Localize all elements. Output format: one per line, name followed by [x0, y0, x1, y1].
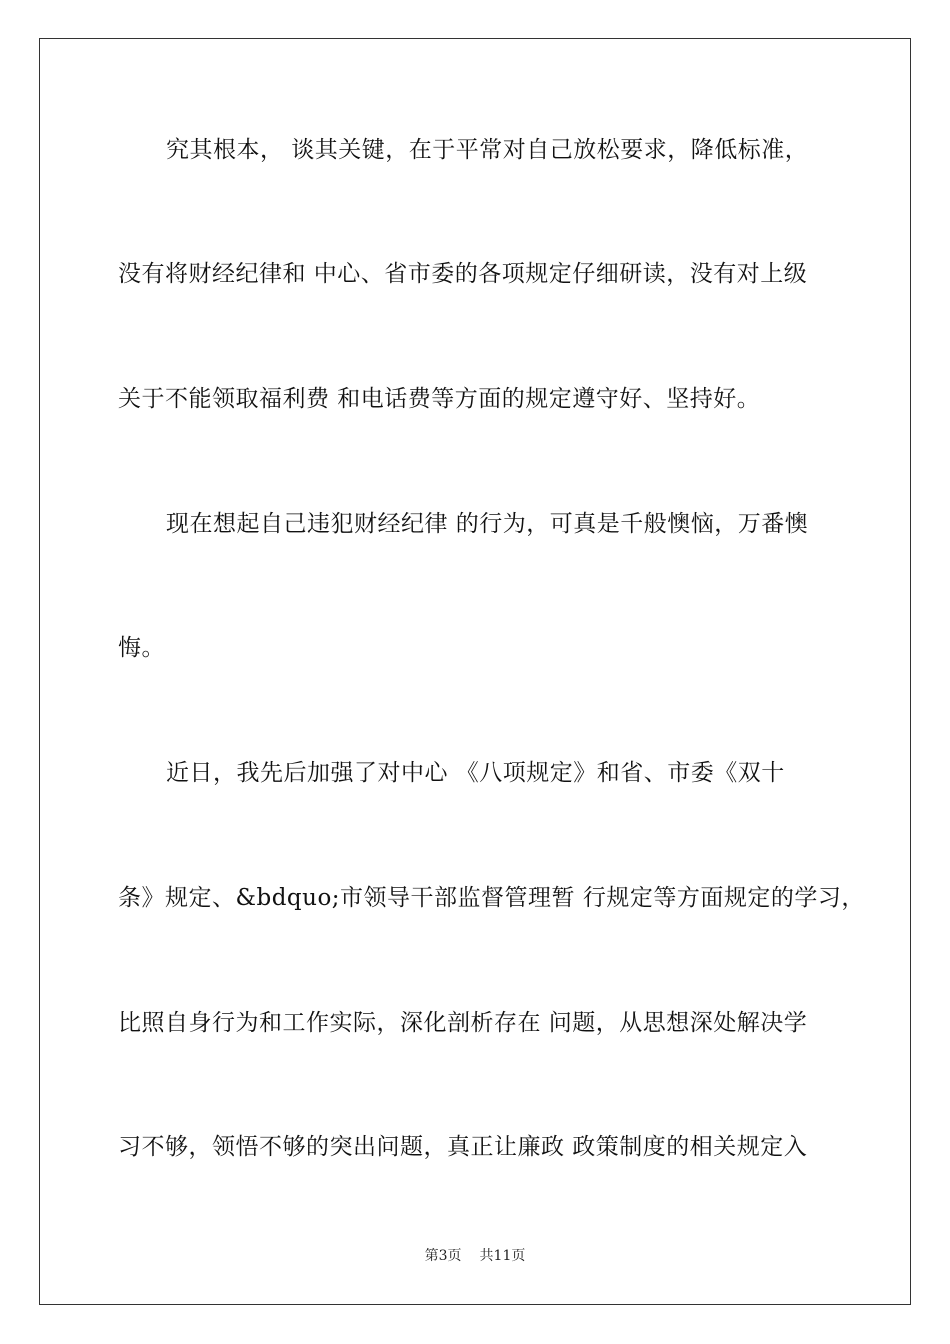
paragraph-line: 现在想起自己违犯财经纪律 的行为，可真是千般懊恼，万番懊: [166, 511, 809, 537]
page-footer: [0, 1247, 950, 1265]
page-total: 共11页: [479, 1248, 526, 1264]
paragraph-line: 近日，我先后加强了对中心 《八项规定》和省、市委《双十: [166, 760, 785, 786]
paragraph-line: 习不够，领悟不够的突出问题，真正让廉政 政策制度的相关规定入: [118, 1134, 808, 1160]
paragraph-line: 悔。: [118, 635, 165, 661]
paragraph-line: 比照自身行为和工作实际，深化剖析存在 问题，从思想深处解决学: [118, 1010, 808, 1036]
paragraph-line: 究其根本， 谈其关键，在于平常对自己放松要求，降低标准，: [166, 137, 809, 163]
paragraph-line: 条》规定、&bdquo;市领导干部监督管理暂 行规定等方面规定的学习，: [118, 885, 865, 911]
paragraph-line: 没有将财经纪律和 中心、省市委的各项规定仔细研读，没有对上级: [118, 261, 808, 287]
page-border: [39, 38, 911, 1305]
paragraph-line: 关于不能领取福利费 和电话费等方面的规定遵守好、坚持好。: [118, 386, 761, 412]
page-number: 第3页: [424, 1248, 462, 1264]
